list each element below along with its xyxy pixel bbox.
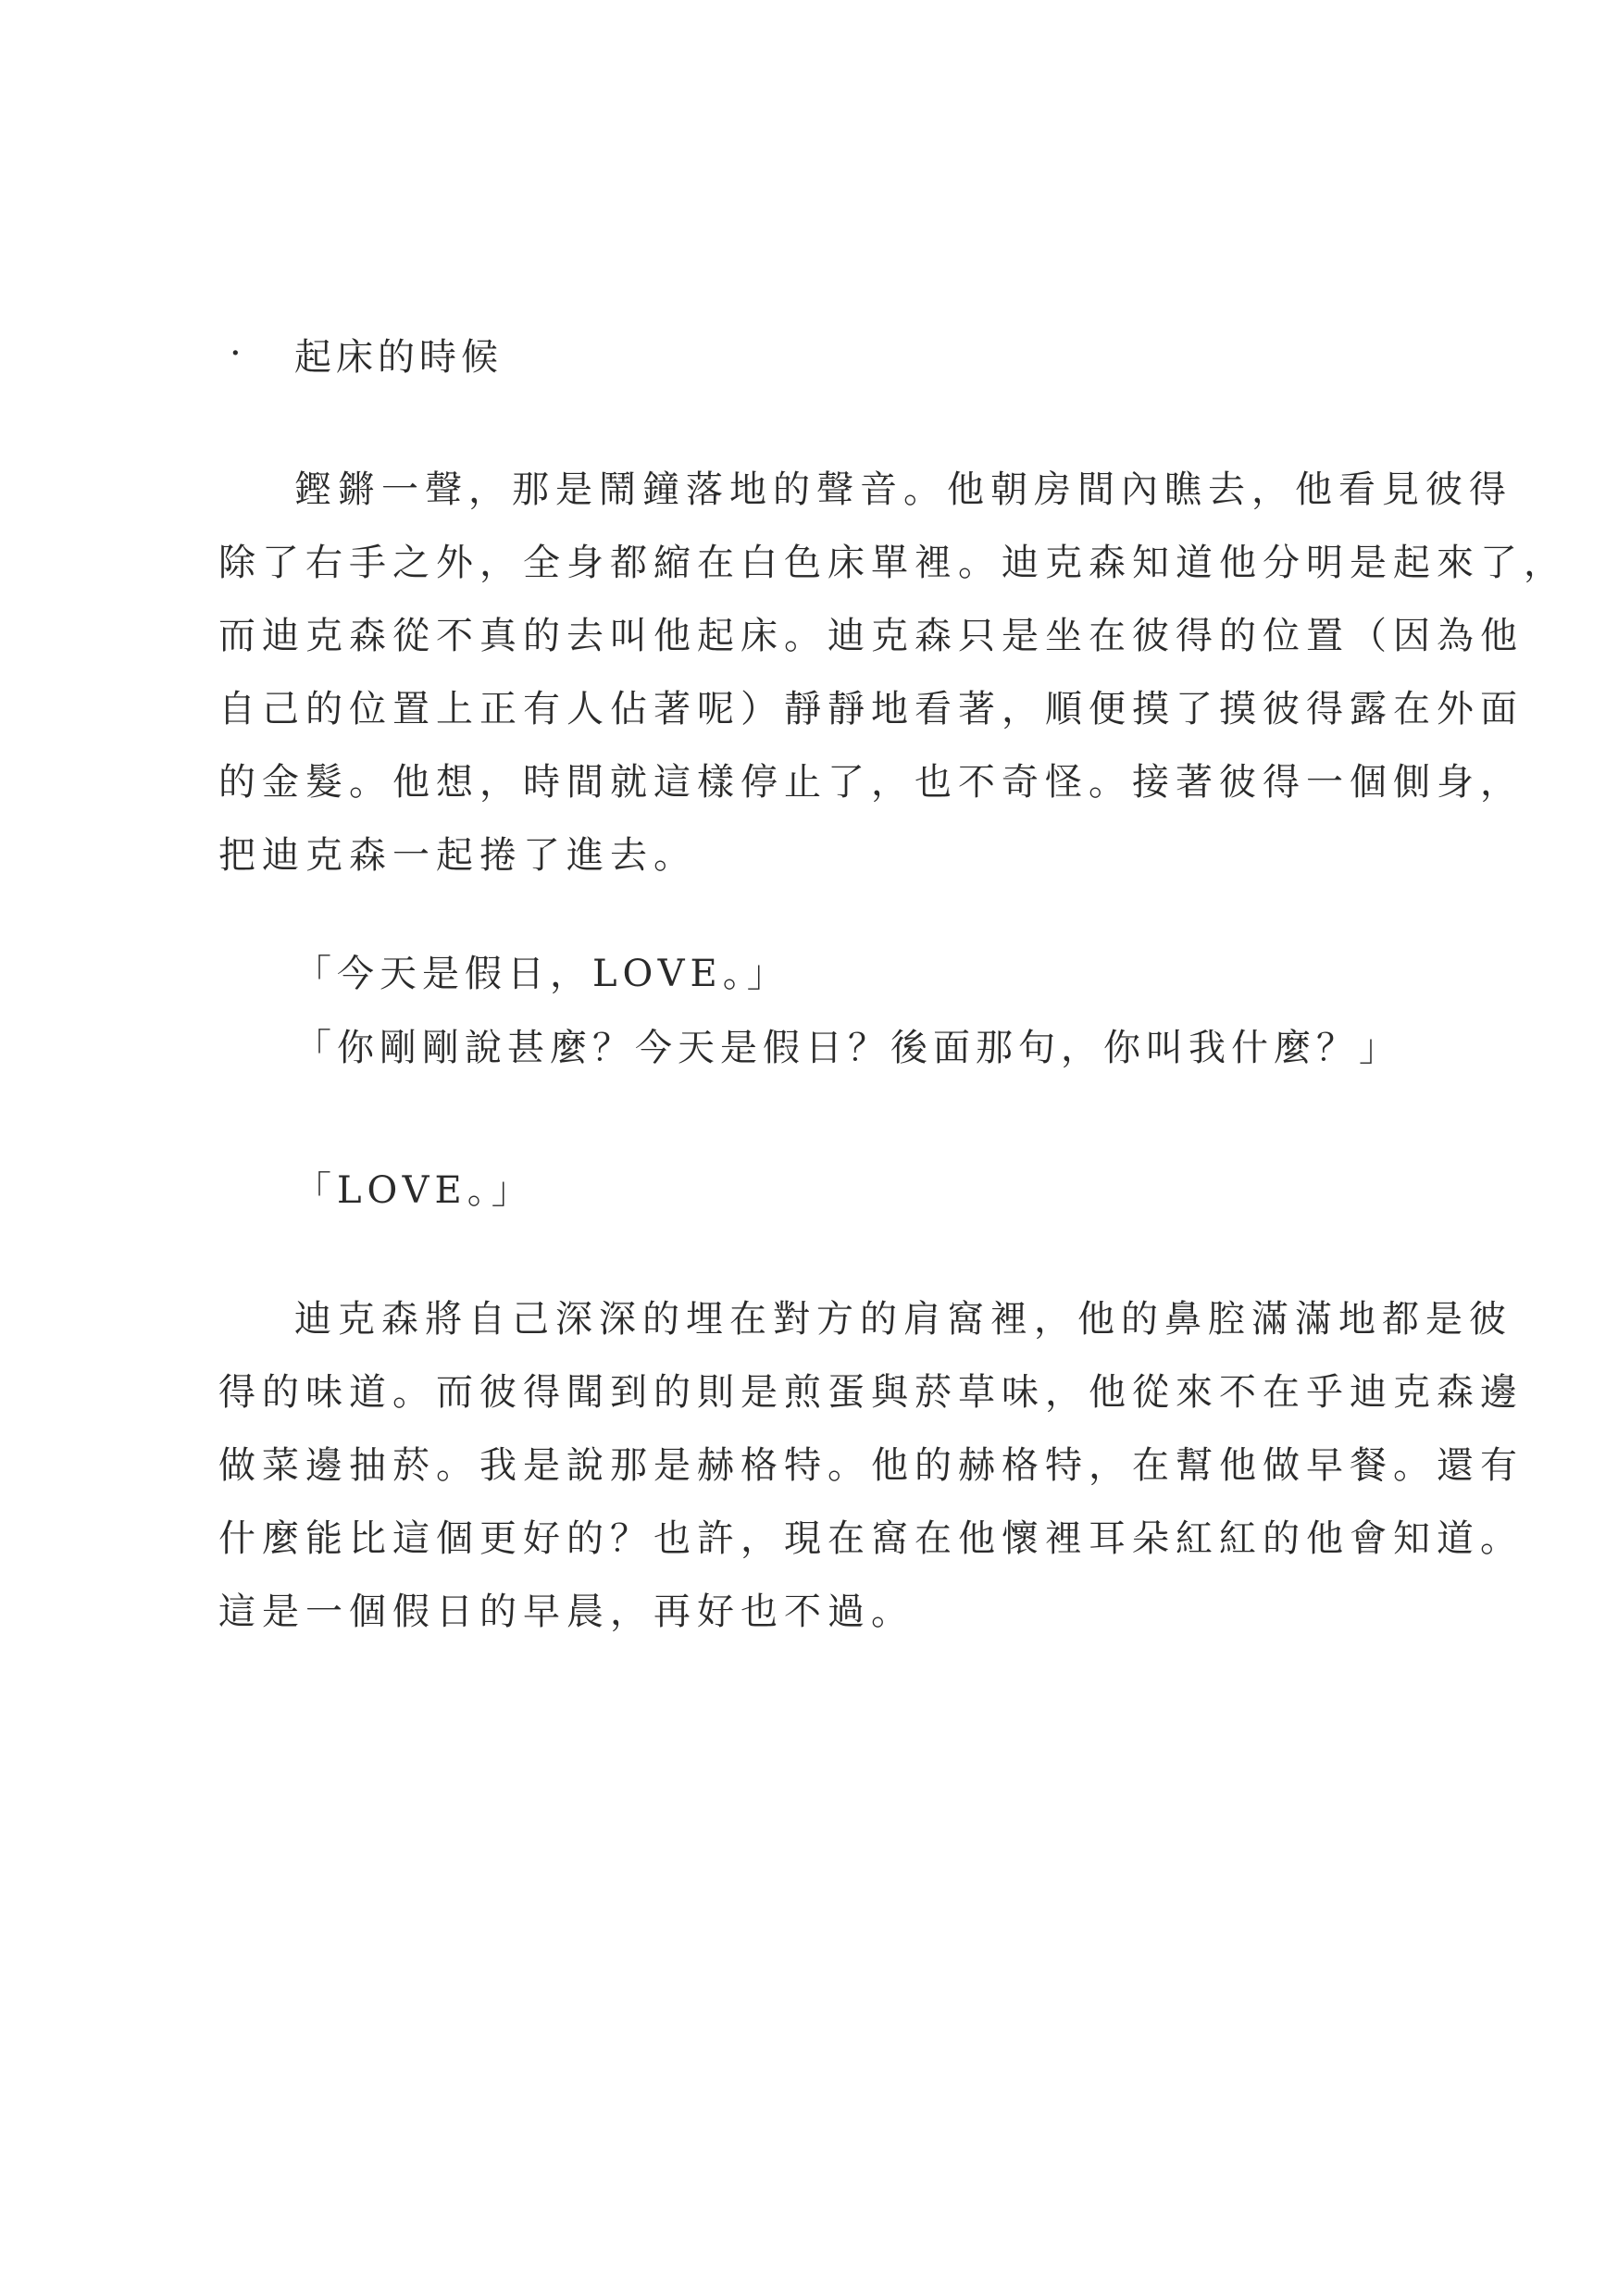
paragraph-line: 把迪克森一起捲了進去。 (218, 834, 697, 877)
paragraph-line: 的金髮。他想，時間就這樣停止了，也不奇怪。接著彼得一個側身， (218, 761, 1524, 804)
paragraph-line: 自己的位置上正有人佔著呢）靜靜地看著，順便摸了摸彼得露在外面 (218, 688, 1524, 730)
paragraph-2 (218, 1283, 1524, 1649)
section-title: 起床的時候 (294, 335, 503, 379)
paragraph-line: 得的味道。而彼得聞到的則是煎蛋與菸草味，他從來不在乎迪克森邊 (218, 1371, 1524, 1414)
dialogue-line: 「你剛剛說甚麼？今天是假日？後面那句，你叫我什麼？」 (294, 1027, 1401, 1069)
paragraph-line: 做菜邊抽菸。我是說那是赫格特。他的赫格特，在幫他做早餐。還有 (218, 1444, 1524, 1487)
paragraph-line: 迪克森將自己深深的埋在對方的肩窩裡，他的鼻腔滿滿地都是彼 (294, 1298, 1512, 1341)
paragraph-line: 而迪克森從不真的去叫他起床。迪克森只是坐在彼得的位置（因為他 (218, 615, 1524, 657)
bullet-icon: · (230, 332, 246, 375)
dialogue-line: 「今天是假日，LOVE。」 (294, 953, 790, 995)
paragraph-line: 鏗鏘一聲，那是鬧鐘落地的聲音。他朝房間內瞧去，他看見彼得 (294, 468, 1512, 511)
paragraph-line: 什麼能比這個更好的？也許，現在窩在他懷裡耳朵紅紅的他會知道。 (218, 1517, 1524, 1560)
dialogue-line: 「LOVE。」 (294, 1169, 534, 1212)
section-heading (230, 326, 503, 381)
paragraph-line: 這是一個假日的早晨，再好也不過。 (218, 1591, 915, 1633)
paragraph-line: 除了右手之外，全身都縮在白色床單裡。迪克森知道他分明是起來了， (218, 542, 1567, 584)
paragraph-1 (218, 454, 1567, 892)
